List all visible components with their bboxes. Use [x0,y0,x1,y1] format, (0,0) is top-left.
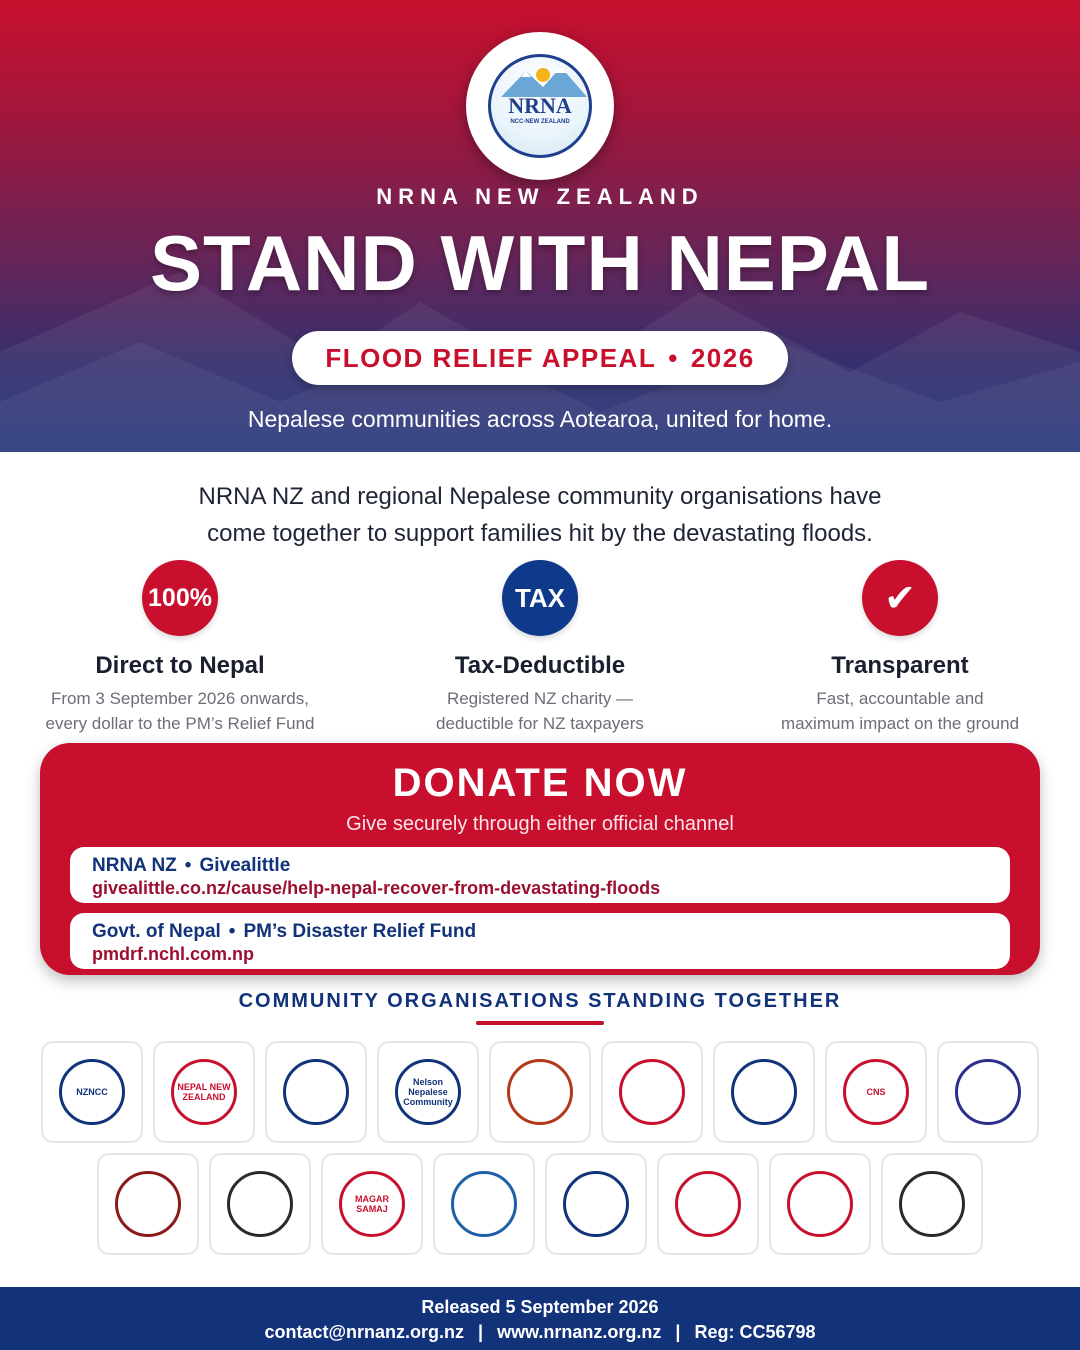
small-flag-logo [787,1171,853,1237]
channel-title [92,855,988,877]
percent-badge-icon: 100% [142,560,218,636]
nrna-logo [466,32,614,180]
org-logo-card [601,1041,703,1143]
org-logo-card [41,1041,143,1143]
nelson-nepalese-community-logo: Nelson Nepalese Community [395,1059,461,1125]
donation-channel-pmdrf[interactable] [70,913,1010,969]
feature-title: Direct to Nepal [95,652,265,679]
nepalese-society-logo [675,1171,741,1237]
magar-samaj-logo: MAGAR SAMAJ [339,1171,405,1237]
org-logo-card [153,1041,255,1143]
footer-separator: | [478,1322,484,1342]
channel-url-link[interactable]: givealittle.co.nz/cause/help-nepal-recover-from-devastating-floods [92,878,661,898]
appeal-separator: • [668,342,679,373]
hawkes-bay-society-logo [563,1171,629,1237]
feature-desc [360,686,720,736]
temple-logo [507,1059,573,1125]
channel-title [92,921,988,943]
orgs-divider [476,1021,604,1025]
release-date: Released 5 September 2026 [421,1297,659,1317]
charity-registration: Reg: CC56798 [694,1322,816,1342]
org-logo-card [489,1041,591,1143]
mountain-seal-logo [955,1059,1021,1125]
appeal-label: FLOOD RELIEF APPEAL [325,342,657,373]
feature-transparent [720,560,1080,736]
feature-desc-line: From 3 September 2026 onwards, [51,689,309,708]
channel-separator: • [184,855,192,876]
tax-badge-icon: TAX [502,560,578,636]
org-logo-card [433,1153,535,1255]
tagline: Nepalese communities across Aotearoa, united for home. [247,406,833,432]
feature-desc-line: Registered NZ charity — [446,689,634,708]
contact-line [0,1322,1080,1343]
feature-title: Transparent [831,652,969,679]
feature-desc [0,686,360,736]
org-logo-card [97,1153,199,1255]
feature-desc-line: Fast, accountable and [816,689,984,708]
orgs-title: COMMUNITY ORGANISATIONS STANDING TOGETHER [238,990,842,1012]
logo-subtext: NCC-NEW ZEALAND [510,119,570,125]
org-seal-logo [283,1059,349,1125]
logo-abbr: NRNA [508,93,572,118]
appeal-pill [292,331,788,385]
channel-platform: Givealittle [199,855,291,876]
channel-separator: • [228,921,236,942]
nzncc-logo: NZNCC [59,1059,125,1125]
appeal-year: 2026 [690,342,755,373]
cns-logo: CNS [843,1059,909,1125]
samaj-seal-logo [451,1171,517,1237]
feature-desc-line: every dollar to the PM’s Relief Fund [45,714,315,733]
org-logo-card [769,1153,871,1255]
nepalese-association-logo [619,1059,685,1125]
checkmark-icon: ✔ [862,560,938,636]
nmc-logo [227,1171,293,1237]
feature-title: Tax-Deductible [454,652,626,679]
donate-panel [40,743,1040,975]
donation-channel-givealittle[interactable] [70,847,1010,903]
donate-title: DONATE NOW [392,761,688,805]
channel-org: NRNA NZ [92,855,177,876]
feature-direct [0,560,360,736]
channel-url-link[interactable]: pmdrf.nchl.com.np [92,944,254,964]
feature-desc-line: deductible for NZ taxpayers [436,714,644,733]
intro-text [100,478,980,552]
org-logo-card [825,1041,927,1143]
org-logo-card [545,1153,647,1255]
org-logo-card [881,1153,983,1255]
nepali-society-logo [731,1059,797,1125]
org-logo-card [937,1041,1039,1143]
channel-platform: PM’s Disaster Relief Fund [243,921,477,942]
org-logo-card [657,1153,759,1255]
org-logo-card [377,1041,479,1143]
intro-line-2: come together to support families hit by the devastating floods. [207,520,873,547]
emblem-mountain-icon [491,57,592,97]
footer [0,1287,1080,1350]
org-logo-card [321,1153,423,1255]
feature-desc [720,686,1080,736]
footer-separator: | [675,1322,681,1342]
nrna-emblem [488,54,592,158]
contact-email-link[interactable]: contact@nrnanz.org.nz [264,1322,465,1342]
headline: STAND WITH NEPAL [149,219,931,307]
org-logo-card [209,1153,311,1255]
nepal-new-zealand-logo: NEPAL NEW ZEALAND [171,1059,237,1125]
kicker: NRNA NEW ZEALAND [376,184,704,209]
feature-tax [360,560,720,736]
org-logo-card [713,1041,815,1143]
intro-line-1: NRNA NZ and regional Nepalese community organisations have [198,483,882,510]
donate-subtitle: Give securely through either official channel [346,813,734,835]
society-seal-logo [115,1171,181,1237]
laurel-seal-logo [899,1171,965,1237]
website-link[interactable]: www.nrnanz.org.nz [497,1322,662,1342]
feature-desc-line: maximum impact on the ground [780,714,1020,733]
channel-org: Govt. of Nepal [92,921,221,942]
org-logo-card [265,1041,367,1143]
hero-banner [0,0,1080,452]
